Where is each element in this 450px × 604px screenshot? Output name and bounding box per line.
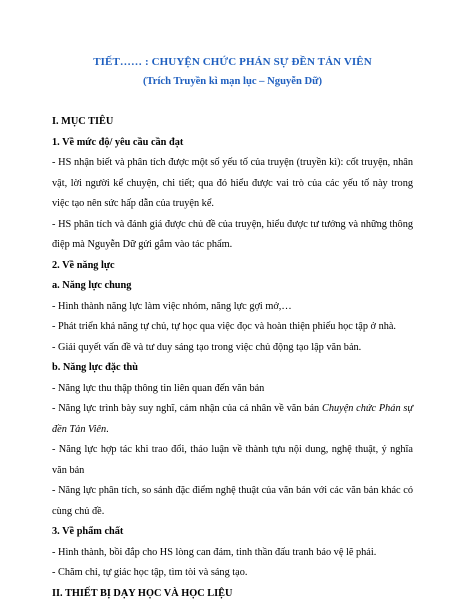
subheading-general-competence: a. Năng lực chung [52, 276, 413, 297]
subheading-requirements: 1. Về mức độ/ yêu cầu cần đạt [52, 133, 413, 154]
paragraph: - HS phân tích và đánh giá được chủ đề của truyện, hiểu được tư tưởng và những thông điệp mà Nguyễn Dữ gửi gắm vào tác phẩm. [52, 215, 413, 256]
section-heading-equipment: II. THIẾT BỊ DẠY HỌC VÀ HỌC LIỆU [52, 584, 413, 604]
paragraph: - Năng lực hợp tác khi trao đổi, thảo luận về thành tựu nội dung, nghệ thuật, ý nghĩa văn bản [52, 440, 413, 481]
subheading-specific-competence: b. Năng lực đặc thù [52, 358, 413, 379]
paragraph: - Năng lực phân tích, so sánh đặc điểm nghệ thuật của văn bản với các văn bản khác có cùng chủ đề. [52, 481, 413, 522]
paragraph: - HS nhận biết và phân tích được một số yếu tố của truyện (truyền kì): cốt truyện, nhân vật, lời người kể chuyện, chi tiết; qua đó hiểu được vai trò của các yếu tố này trong việc tạo nên sức hấp dẫn của truyện kể. [52, 153, 413, 215]
section-heading-objectives: I. MỤC TIÊU [52, 112, 413, 133]
paragraph [52, 399, 413, 440]
lesson-title: TIẾT…… : CHUYỆN CHỨC PHÁN SỰ ĐỀN TẢN VIÊN [52, 55, 413, 70]
subheading-competence: 2. Về năng lực [52, 256, 413, 277]
paragraph: - Năng lực thu thập thông tin liên quan đến văn bản [52, 379, 413, 400]
lesson-subtitle: (Trích Truyền kì mạn lục – Nguyễn Dữ) [52, 75, 413, 89]
paragraph-text: - Năng lực trình bày suy nghĩ, cảm nhận của cá nhân về văn bản [52, 403, 322, 414]
document-body [52, 112, 413, 604]
paragraph: - Chăm chỉ, tự giác học tập, tìm tòi và sáng tạo. [52, 563, 413, 584]
work-title: Chuyện chức Phán sự đền Tản Viên [52, 403, 413, 435]
paragraph: - Hình thành, bồi đắp cho HS lòng can đảm, tinh thần đấu tranh bảo vệ lẽ phải. [52, 543, 413, 564]
paragraph: - Phát triển khả năng tự chủ, tự học qua việc đọc và hoàn thiện phiếu học tập ở nhà. [52, 317, 413, 338]
paragraph: - Hình thành năng lực làm việc nhóm, năng lực gợi mở,… [52, 297, 413, 318]
subheading-qualities: 3. Về phẩm chất [52, 522, 413, 543]
paragraph-text: . [106, 424, 109, 435]
paragraph: - Giải quyết vấn đề và tư duy sáng tạo trong việc chủ động tạo lập văn bản. [52, 338, 413, 359]
